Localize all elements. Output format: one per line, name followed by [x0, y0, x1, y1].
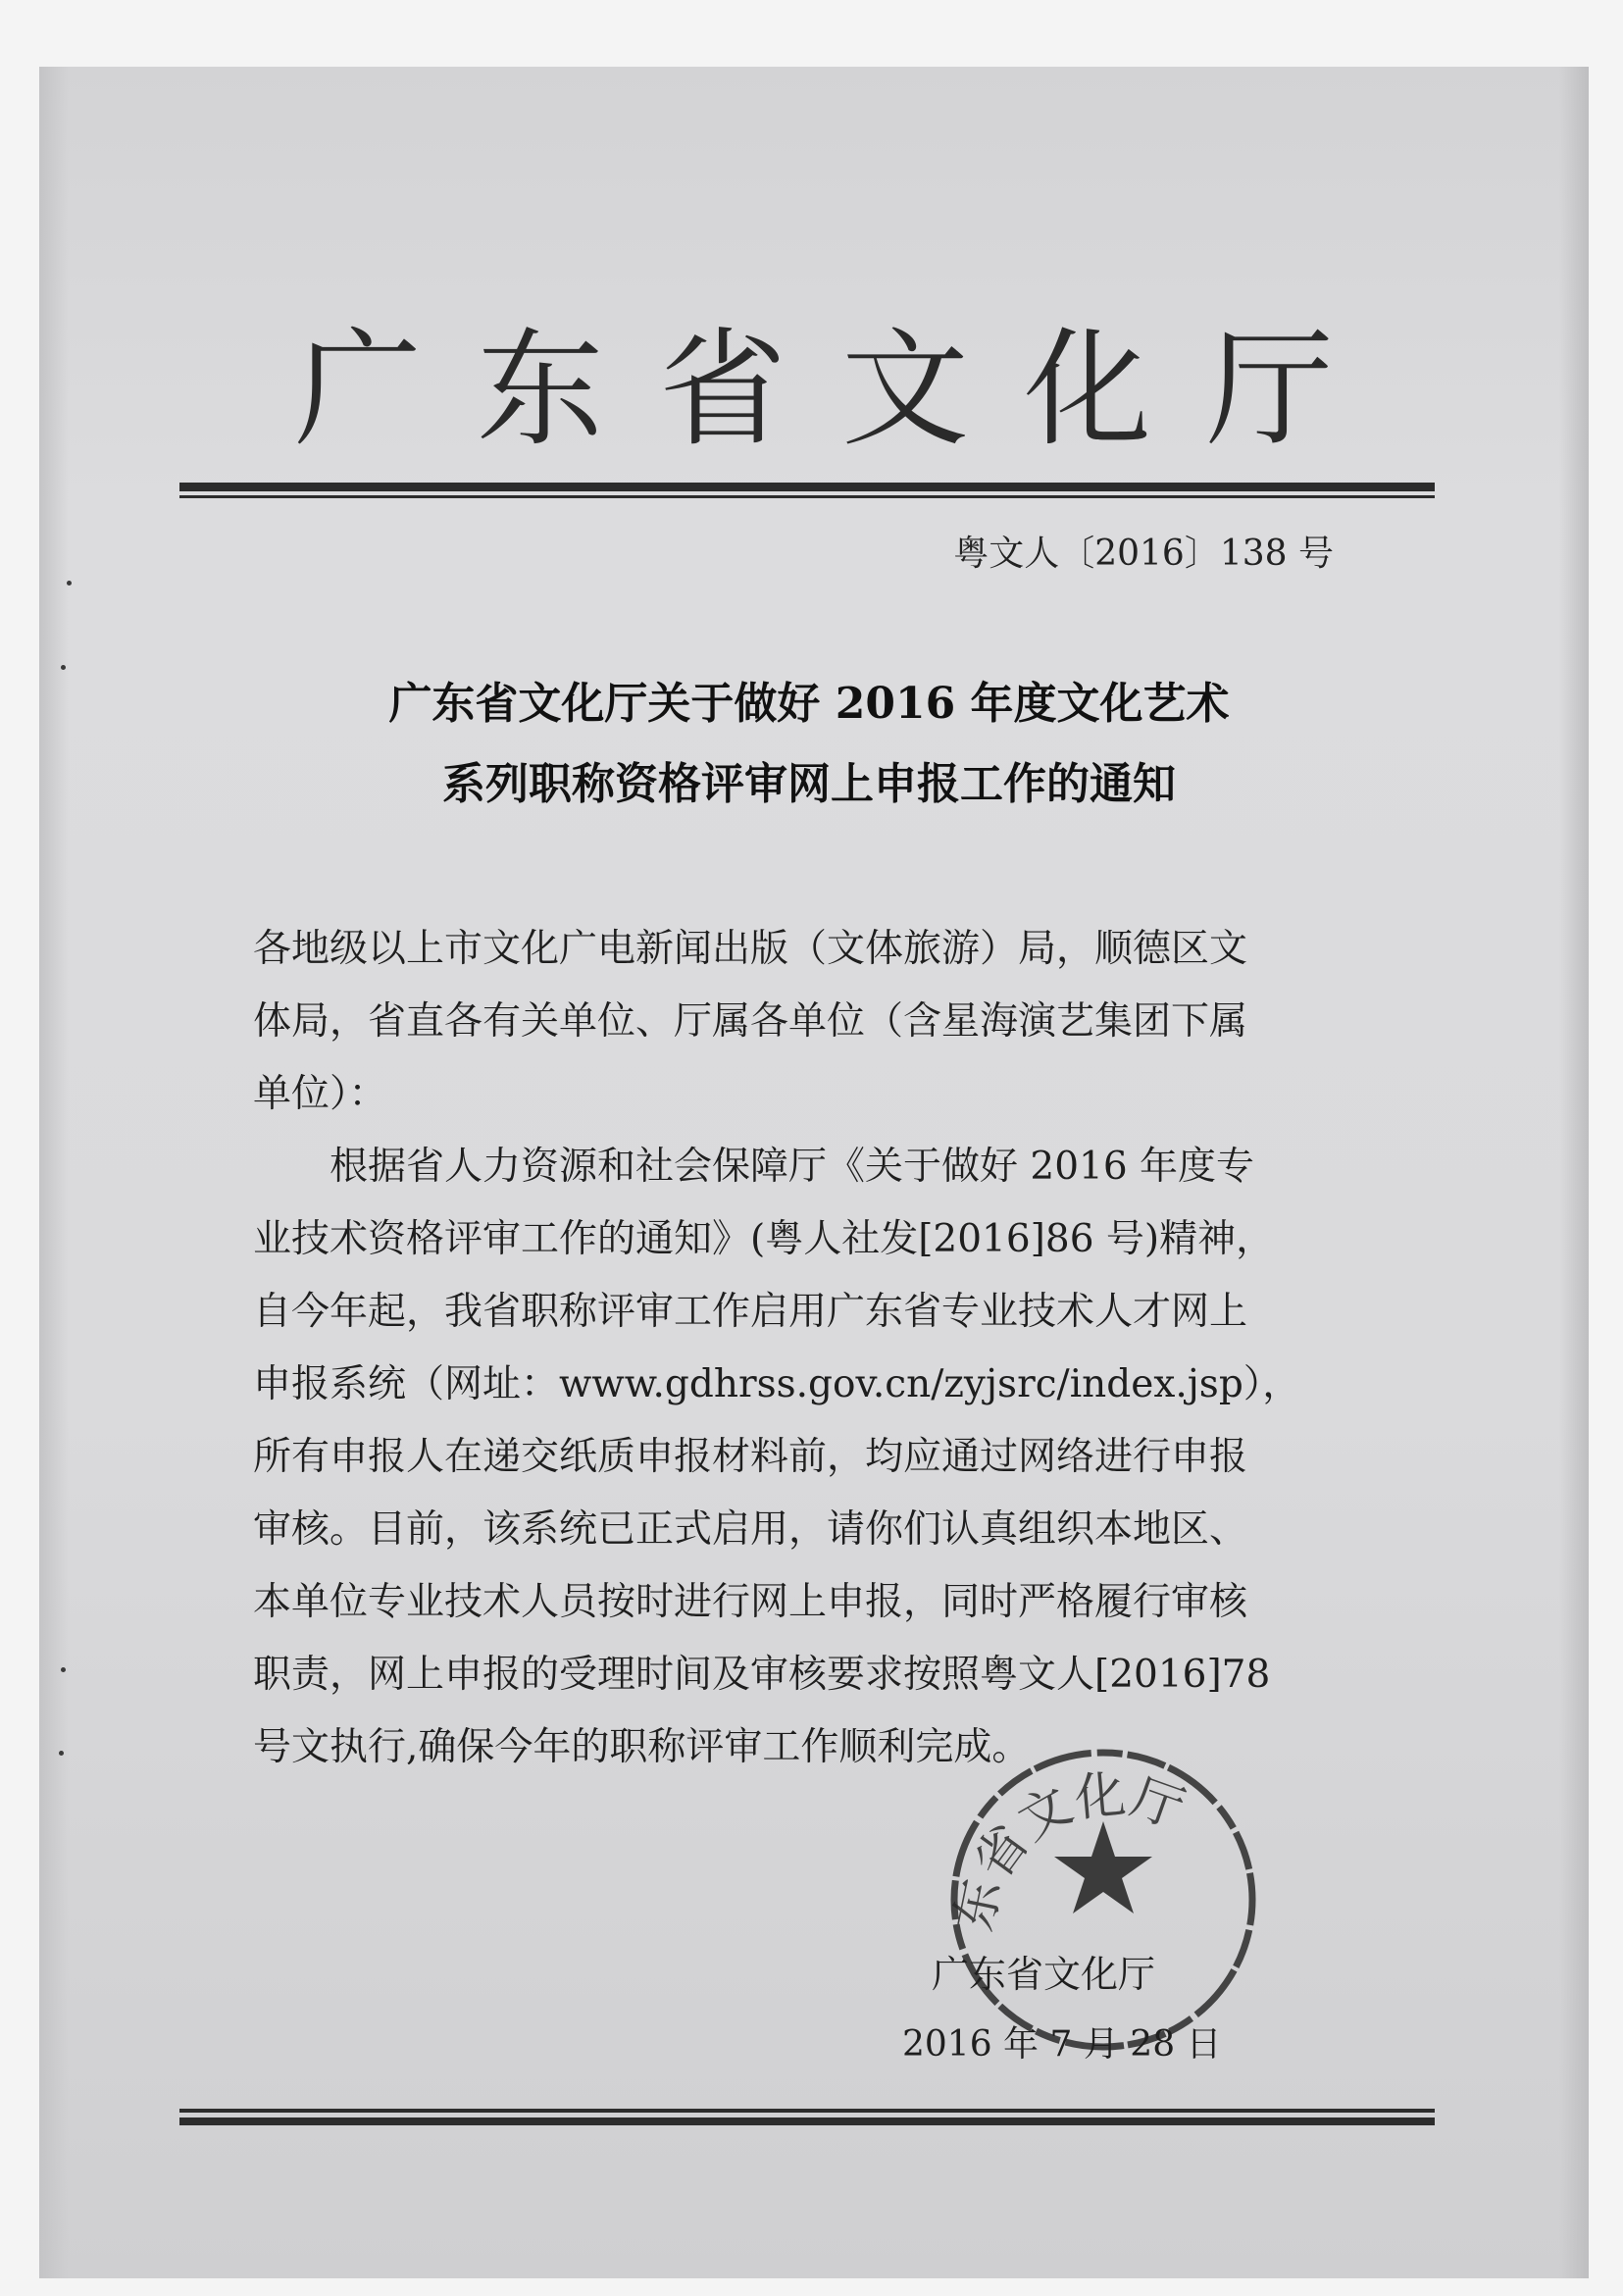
body-line: 审核。目前，该系统已正式启用，请你们认真组织本地区、: [253, 1507, 1248, 1552]
body-line: 各地级以上市文化广电新闻出版（文体旅游）局，顺德区文: [253, 927, 1248, 971]
body-line: 所有申报人在递交纸质申报材料前，均应通过网络进行申报: [253, 1435, 1248, 1479]
signature-date: 2016 年 7 月 28 日: [902, 2024, 1222, 2065]
seal-star-icon: [1054, 1821, 1152, 1913]
scan-shadow-left: [39, 67, 69, 2278]
body-line: 单位）：: [253, 1072, 387, 1116]
seal-arc-textpath: 东省文化厅: [944, 1764, 1192, 1937]
footer-rule-thin: [179, 2109, 1435, 2113]
scan-speck: [61, 665, 66, 670]
footer-rule-thick: [179, 2117, 1435, 2125]
body-line: 业技术资格评审工作的通知》(粤人社发[2016]86 号)精神，: [253, 1217, 1275, 1261]
body-line: 根据省人力资源和社会保障厅《关于做好 2016 年度专: [253, 1145, 1255, 1189]
body-line: 体局，省直各有关单位、厅属各单位（含星海演艺集团下属: [253, 999, 1248, 1044]
scan-speck: [67, 581, 72, 586]
body-line: 号文执行,确保今年的职称评审工作顺利完成。: [253, 1725, 1031, 1769]
body-line: 职责，网上申报的受理时间及审核要求按照粤文人[2016]78: [253, 1653, 1271, 1697]
document-number: 粤文人〔2016〕138 号: [953, 534, 1334, 574]
scan-speck: [59, 1751, 64, 1756]
signature-org: 广东省文化厅: [932, 1953, 1156, 1996]
scan-speck: [61, 1667, 66, 1672]
letterhead-rule-thin: [179, 495, 1435, 498]
scan-shadow-right: [1559, 67, 1589, 2278]
letterhead-org-name: 广东省文化厅: [294, 315, 1390, 464]
official-seal: [937, 1741, 1270, 2055]
notice-title-line-1: 广东省文化厅关于做好 2016 年度文化艺术: [388, 679, 1230, 729]
letterhead-rule-thick: [179, 483, 1435, 491]
body-line: 自今年起，我省职称评审工作启用广东省专业技术人才网上: [253, 1290, 1248, 1334]
body-line: 本单位专业技术人员按时进行网上申报，同时严格履行审核: [253, 1580, 1248, 1624]
notice-title-line-2: 系列职称资格评审网上申报工作的通知: [442, 759, 1176, 809]
seal-arc-text: [944, 1765, 1192, 1936]
body-line: 申报系统（网址：www.gdhrss.gov.cn/zyjsrc/index.jsp），: [253, 1362, 1301, 1406]
